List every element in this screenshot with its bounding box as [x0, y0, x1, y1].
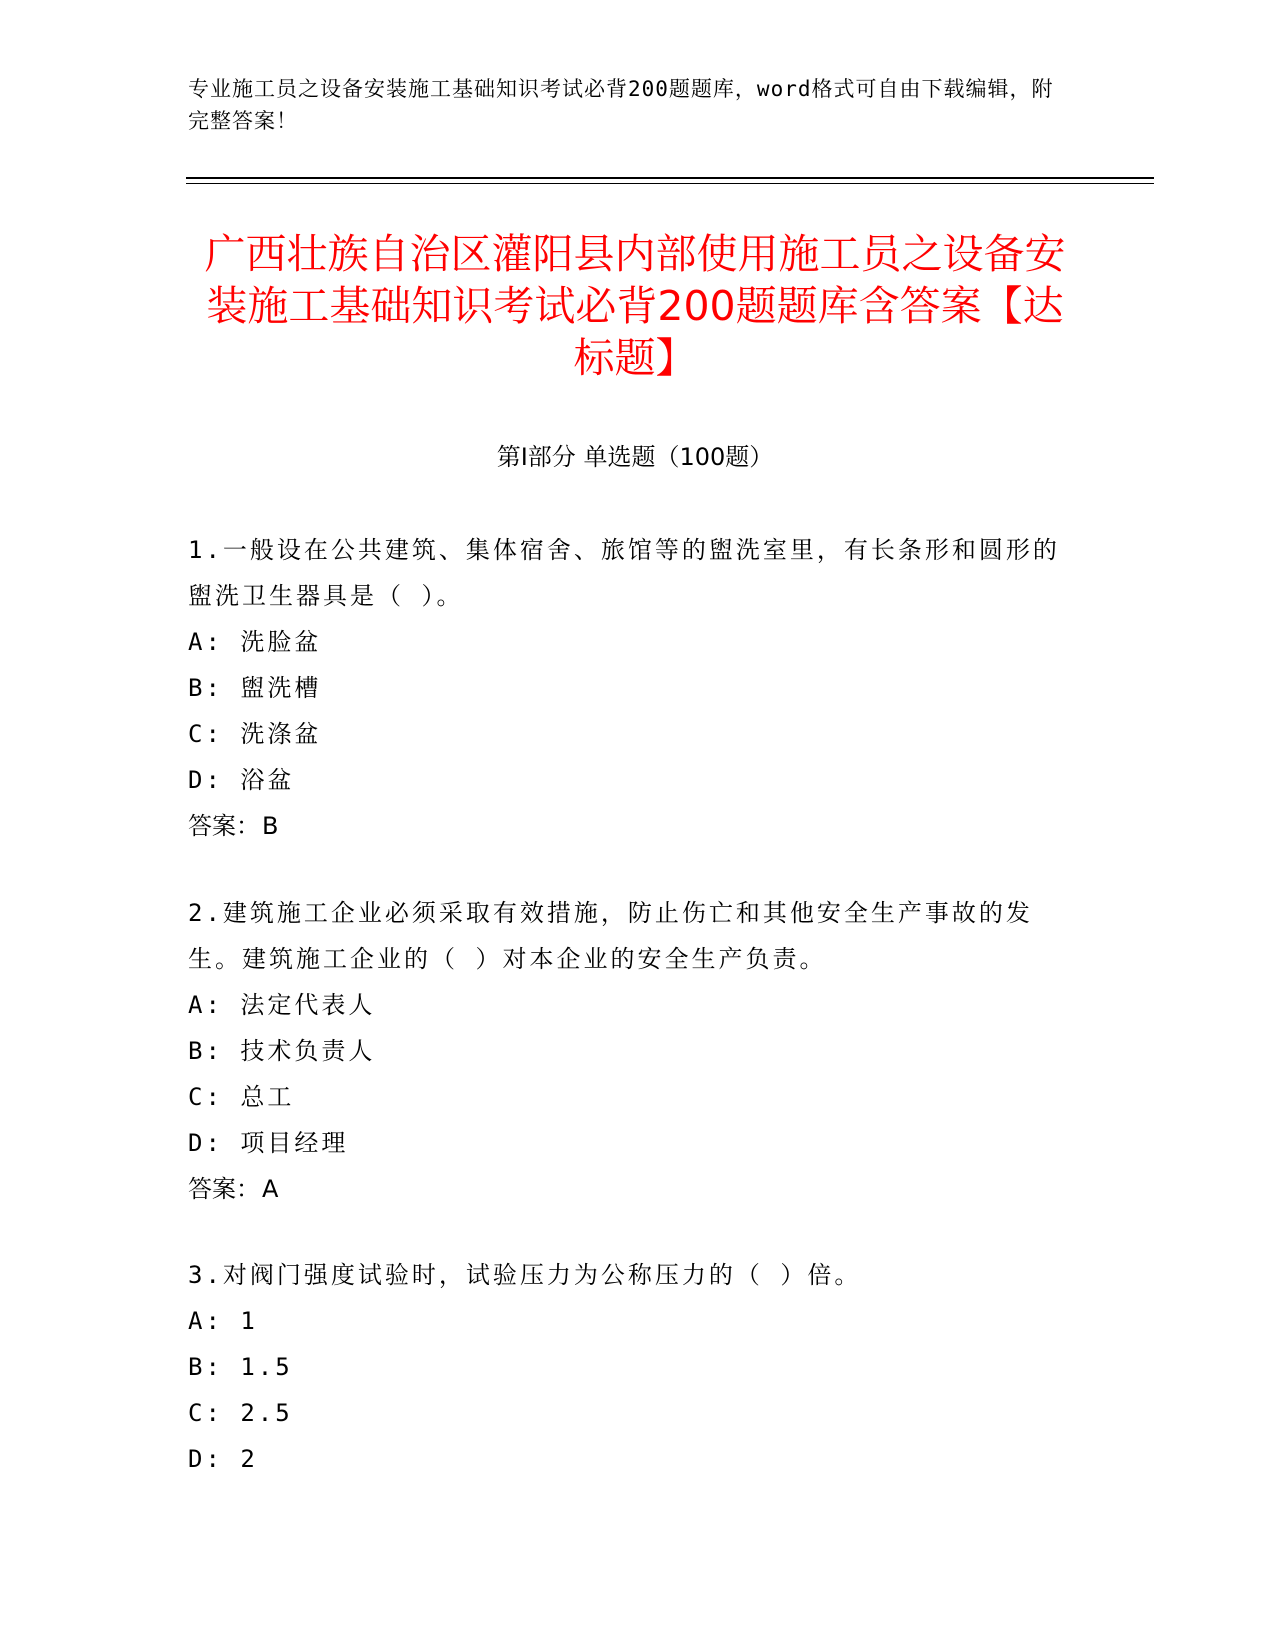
question-stem: 3.对阀门强度试验时，试验压力为公称压力的（ ）倍。 — [188, 1261, 862, 1289]
question-2 — [188, 890, 1068, 1212]
answer-value: A — [262, 1175, 279, 1203]
option-d: D: 2 — [188, 1445, 258, 1473]
option-c: C: 洗涤盆 — [188, 720, 322, 748]
option-a: A: 1 — [188, 1307, 258, 1335]
answer-label: 答案： — [188, 1175, 260, 1203]
header-divider-thin — [186, 183, 1154, 184]
answer-label: 答案： — [188, 812, 260, 840]
option-c: C: 总工 — [188, 1083, 295, 1111]
option-d: D: 项目经理 — [188, 1129, 349, 1157]
option-b: B: 1.5 — [188, 1353, 293, 1381]
header-note: 专业施工员之设备安装施工基础知识考试必背200题题库，word格式可自由下载编辑，附完整答案！ — [188, 77, 1054, 133]
option-c: C: 2.5 — [188, 1399, 293, 1427]
option-b: B: 技术负责人 — [188, 1037, 376, 1065]
option-a: A: 洗脸盆 — [188, 628, 322, 656]
section-heading: 第Ⅰ部分 单选题（100题） — [496, 443, 774, 471]
option-a: A: 法定代表人 — [188, 991, 376, 1019]
question-stem: 2.建筑施工企业必须采取有效措施，防止伤亡和其他安全生产事故的发生。建筑施工企业的（ ）对本企业的安全生产负责。 — [188, 899, 1033, 973]
question-stem: 1.一般设在公共建筑、集体宿舍、旅馆等的盥洗室里，有长条形和圆形的盥洗卫生器具是（ ）。 — [188, 536, 1060, 610]
answer-value: B — [262, 812, 279, 840]
answer-line — [188, 803, 1068, 849]
document-title: 广西壮族自治区灌阳县内部使用施工员之设备安装施工基础知识考试必背200题题库含答案【达标题】 — [204, 230, 1066, 382]
question-3 — [188, 1252, 1068, 1482]
option-b: B: 盥洗槽 — [188, 674, 322, 702]
question-1 — [188, 527, 1068, 849]
header-divider-thick — [186, 177, 1154, 179]
answer-line — [188, 1166, 1068, 1212]
option-d: D: 浴盆 — [188, 766, 295, 794]
